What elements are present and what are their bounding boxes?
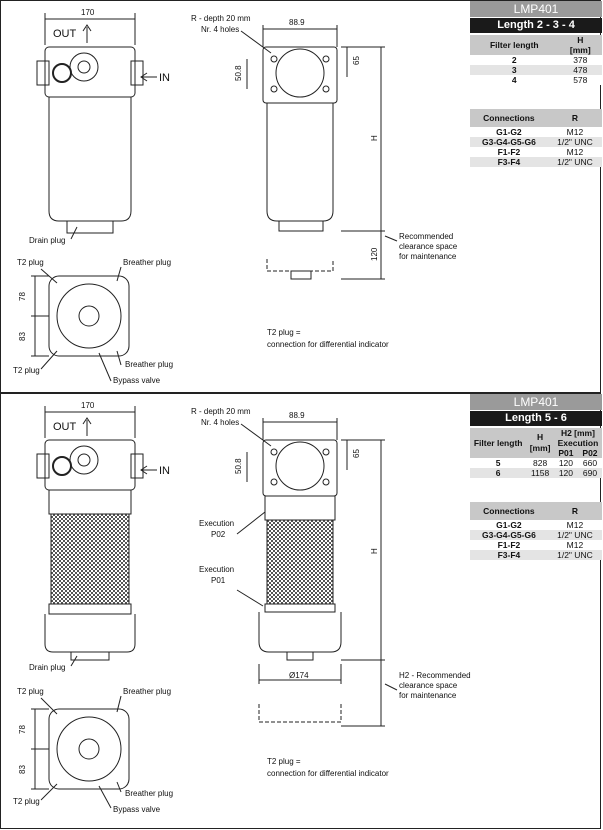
col-connections: Connections [470, 502, 548, 520]
label-in: IN [159, 465, 170, 477]
label-r-depth: R - depth 20 mm [191, 407, 251, 416]
col-h: H [537, 432, 544, 442]
label-bypass-valve: Bypass valve [113, 376, 161, 385]
col-r: R [548, 109, 602, 127]
panel-length-2-3-4 [0, 0, 601, 393]
dim-120: 120 [370, 247, 379, 261]
filter-length-table [470, 428, 602, 478]
panel-length-5-6 [0, 393, 601, 829]
dim-width: 170 [81, 8, 95, 17]
note-t2-plug: T2 plug = [267, 757, 301, 766]
filter-bowl-front [49, 97, 131, 221]
table-row: G3-G4-G5-G6 1/2" UNC [470, 137, 602, 147]
dim-h: H [370, 548, 379, 554]
label-execution-p01: Execution [199, 565, 235, 574]
label-drain-plug: Drain plug [29, 236, 66, 245]
col-execution: Execution [554, 438, 602, 448]
col-h2: H2 [mm] [554, 428, 602, 438]
label-h2-maintenance: for maintenance [399, 691, 457, 700]
filter-bowl-front [45, 614, 135, 652]
label-t2-plug-bottom: T2 plug [13, 797, 40, 806]
filter-bottom-view [49, 276, 129, 356]
connections-table [470, 109, 602, 167]
col-p02: P02 [578, 448, 602, 458]
filter-mesh-front [51, 514, 129, 604]
filter-bowl-side [267, 103, 333, 221]
length-title: Length 2 - 3 - 4 [470, 18, 602, 33]
label-p01: P01 [211, 576, 226, 585]
label-out: OUT [53, 421, 77, 433]
dim-83: 83 [18, 332, 27, 341]
note-t2-plug: T2 plug = [267, 328, 301, 337]
filter-mesh-side [267, 520, 333, 604]
table-row: G3-G4-G5-G6 1/2" UNC [470, 530, 602, 540]
col-p01: P01 [554, 448, 578, 458]
table-row: F1-F2 M12 [470, 540, 602, 550]
note-t2-connection: connection for differential indicator [267, 769, 389, 778]
dim-65: 65 [352, 56, 361, 65]
label-h2-recommended: H2 - Recommended [399, 671, 471, 680]
table-row: G1-G2 M12 [470, 520, 602, 530]
col-h: H [577, 35, 584, 45]
dim-88-9: 88.9 [289, 411, 305, 420]
length-title: Length 5 - 6 [470, 411, 602, 426]
label-t2-plug-top: T2 plug [17, 258, 44, 267]
filter-length-table [470, 35, 602, 85]
label-t2-plug-top: T2 plug [17, 687, 44, 696]
dim-78: 78 [18, 292, 27, 301]
col-filter-length: Filter length [470, 35, 559, 55]
table-row: 2 378 [470, 55, 602, 65]
table-row: F3-F4 1/2" UNC [470, 157, 602, 167]
table-row: F3-F4 1/2" UNC [470, 550, 602, 560]
label-holes: Nr. 4 holes [201, 25, 240, 34]
col-h-unit: [mm] [529, 443, 551, 453]
model-title: LMP401 [470, 394, 602, 410]
table-row: G1-G2 M12 [470, 127, 602, 137]
dim-diameter-174: Ø174 [289, 671, 309, 680]
filter-bottom-view [49, 709, 129, 789]
table-row: F1-F2 M12 [470, 147, 602, 157]
col-filter-length: Filter length [470, 428, 526, 458]
dim-50-8: 50.8 [234, 65, 243, 81]
label-maintenance: for maintenance [399, 252, 457, 261]
dim-h: H [370, 135, 379, 141]
label-breather-plug-bottom: Breather plug [125, 360, 174, 369]
label-breather-plug-bottom: Breather plug [125, 789, 174, 798]
dim-83: 83 [18, 765, 27, 774]
label-breather-plug-top: Breather plug [123, 258, 172, 267]
col-h-unit: [mm] [569, 45, 591, 55]
col-connections: Connections [470, 109, 548, 127]
table-row: 4 578 [470, 75, 602, 85]
dim-width: 170 [81, 401, 95, 410]
table-row: 3 478 [470, 65, 602, 75]
dim-88-9: 88.9 [289, 18, 305, 27]
dim-65: 65 [352, 449, 361, 458]
label-clearance: clearance space [399, 242, 458, 251]
col-r: R [548, 502, 602, 520]
filter-head-side [263, 440, 337, 496]
note-t2-connection: connection for differential indicator [267, 340, 389, 349]
label-p02: P02 [211, 530, 226, 539]
filter-bowl-side [259, 612, 341, 652]
label-r-depth: R - depth 20 mm [191, 14, 251, 23]
label-holes: Nr. 4 holes [201, 418, 240, 427]
label-drain-plug: Drain plug [29, 663, 66, 672]
connections-table [470, 502, 602, 560]
table-row: 6 1158 120 690 [470, 468, 602, 478]
label-t2-plug-bottom: T2 plug [13, 366, 40, 375]
label-in: IN [159, 72, 170, 84]
label-h2-clearance: clearance space [399, 681, 458, 690]
label-bypass-valve: Bypass valve [113, 805, 161, 814]
table-row: 5 828 120 660 [470, 458, 602, 468]
model-title: LMP401 [470, 1, 602, 17]
filter-head-side [263, 47, 337, 103]
dim-78: 78 [18, 725, 27, 734]
label-out: OUT [53, 28, 77, 40]
dim-50-8: 50.8 [234, 458, 243, 474]
label-breather-plug-top: Breather plug [123, 687, 172, 696]
label-execution-p02: Execution [199, 519, 235, 528]
label-recommended: Recommended [399, 232, 454, 241]
